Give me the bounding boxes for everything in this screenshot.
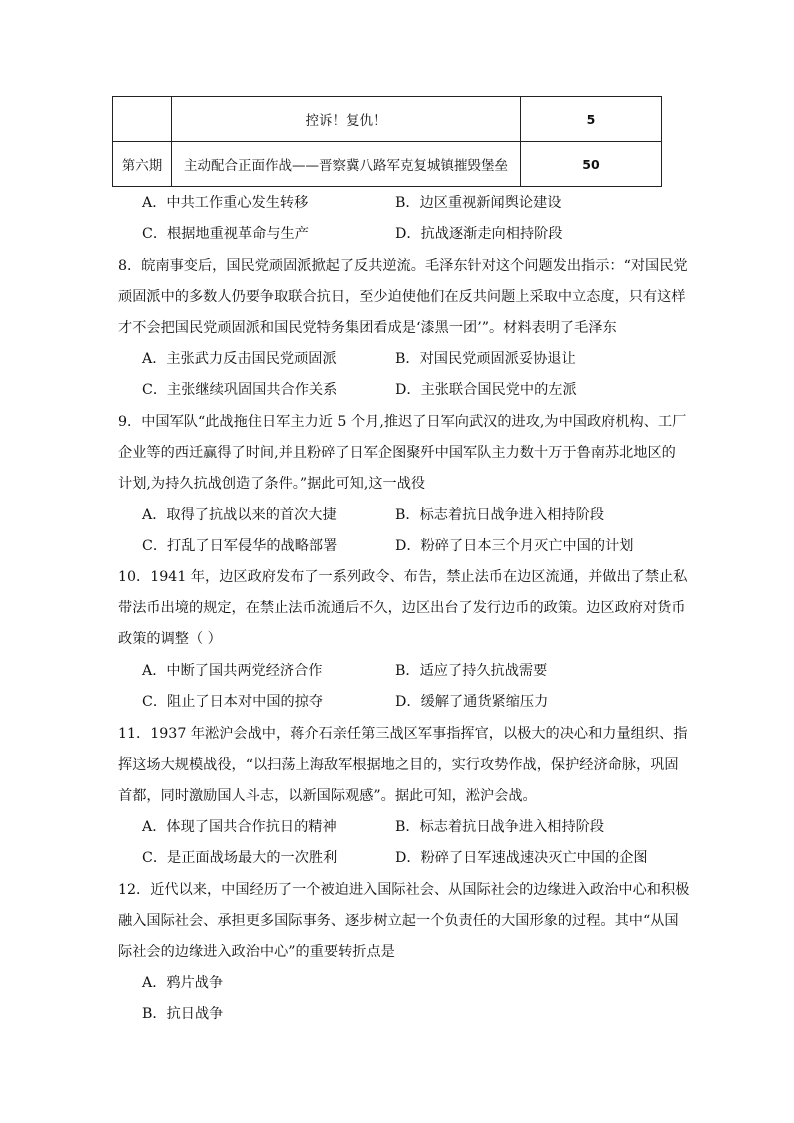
- q7-option-a: A．中共工作重心发生转移: [142, 195, 309, 211]
- q8-option-a: A．主张武力反击国民党顽固派: [142, 351, 337, 367]
- q9-stem-line: 企业等的西迁赢得了时间,并且粉碎了日军企图聚歼中国军队主力数十万于鲁南苏北地区的: [118, 445, 676, 461]
- q8-stem-line: 8．皖南事变后，国民党顽固派掀起了反共逆流。毛泽东针对这个问题发出指示：“对国民党: [118, 258, 688, 274]
- q11-stem-line: 挥这场大规模战役，“以扫荡上海敌军根据地之目的，实行攻势作战，保护经济命脉，巩固: [118, 757, 679, 773]
- q7-option-b: B．边区重视新闻舆论建设: [395, 195, 562, 211]
- q9-option-a: A．取得了抗战以来的首次大捷: [142, 507, 337, 523]
- q12-option-a: A．鸦片战争: [142, 975, 224, 991]
- q8-option-d: D．主张联合国民党中的左派: [395, 382, 577, 398]
- q9-stem-line: 计划,为持久抗战创造了条件。”据此可知,这一战役: [118, 476, 426, 492]
- q8-option-c: C．主张继续巩固国共合作关系: [142, 382, 338, 398]
- q10-option-a: A．中断了国共两党经济合作: [142, 663, 323, 679]
- q7-option-c: C．根据地重视革命与生产: [142, 226, 309, 242]
- q12-stem-line: 12．近代以来，中国经历了一个被迫进入国际社会、从国际社会的边缘进入政治中心和积极: [118, 882, 690, 898]
- q9-stem-line: 9．中国军队“此战拖住日军主力近 5 个月,推迟了日军向武汉的进攻,为中国政府机构、工厂: [118, 414, 687, 430]
- q10-stem-line: 带法币出境的规定，在禁止法币流通后不久，边区出台了发行边币的政策。边区政府对货币: [118, 600, 686, 616]
- period-cell: [113, 97, 172, 142]
- q12-option-b: B．抗日战争: [142, 1006, 224, 1022]
- q12-stem-line: 际社会的边缘进入政治中心”的重要转折点是: [118, 944, 395, 960]
- table-row: [113, 142, 662, 187]
- q10-option-d: D．缓解了通货紧缩压力: [395, 694, 549, 710]
- q11-stem-line: 11．1937 年淞沪会战中，蒋介石亲任第三战区军事指挥官，以极大的决心和力量组织、指: [118, 726, 688, 742]
- q7-option-d: D．抗战逐渐走向相持阶段: [395, 226, 563, 242]
- q10-option-c: C．阻止了日本对中国的掠夺: [142, 694, 324, 710]
- q9-option-c: C．打乱了日军侵华的战略部署: [142, 538, 338, 554]
- q8-option-b: B．对国民党顽固派妥协退让: [395, 351, 576, 367]
- count-cell: 5: [521, 97, 662, 142]
- content-cell: 控诉！复仇！: [172, 97, 521, 142]
- q8-stem-line: 顽固派中的多数人仍要争取联合抗日，至少迫使他们在反共问题上采取中立态度，只有这样: [118, 289, 686, 305]
- q9-option-d: D．粉碎了日本三个月灭亡中国的计划: [395, 538, 634, 554]
- q11-option-a: A．体现了国共合作抗日的精神: [142, 819, 337, 835]
- q11-option-d: D．粉碎了日军速战速决灭亡中国的企图: [395, 850, 648, 866]
- q8-stem-line: 才不会把国民党顽固派和国民党特务集团看成是‘漆黑一团’”。材料表明了毛泽东: [118, 320, 617, 336]
- count-cell: 50: [521, 142, 662, 187]
- propaganda-table: [112, 96, 662, 187]
- q10-stem-line: 10．1941 年，边区政府发布了一系列政令、布告，禁止法币在边区流通，并做出了禁止私: [118, 569, 688, 585]
- q11-option-c: C．是正面战场最大的一次胜利: [142, 850, 338, 866]
- q10-stem-line: 政策的调整（ ）: [118, 631, 222, 647]
- q11-stem-line: 首都，同时激励国人斗志，以新国际观感”。据此可知，淞沪会战。: [118, 788, 537, 804]
- period-cell: 第六期: [113, 142, 172, 187]
- q9-option-b: B．标志着抗日战争进入相持阶段: [395, 507, 605, 523]
- table-row: [113, 97, 662, 142]
- q10-option-b: B．适应了持久抗战需要: [395, 663, 548, 679]
- q12-stem-line: 融入国际社会、承担更多国际事务、逐步树立起一个负责任的大国形象的过程。其中“从国: [118, 913, 679, 929]
- content-cell: 主动配合正面作战——晋察冀八路军克复城镇摧毁堡垒: [172, 142, 521, 187]
- q11-option-b: B．标志着抗日战争进入相持阶段: [395, 819, 605, 835]
